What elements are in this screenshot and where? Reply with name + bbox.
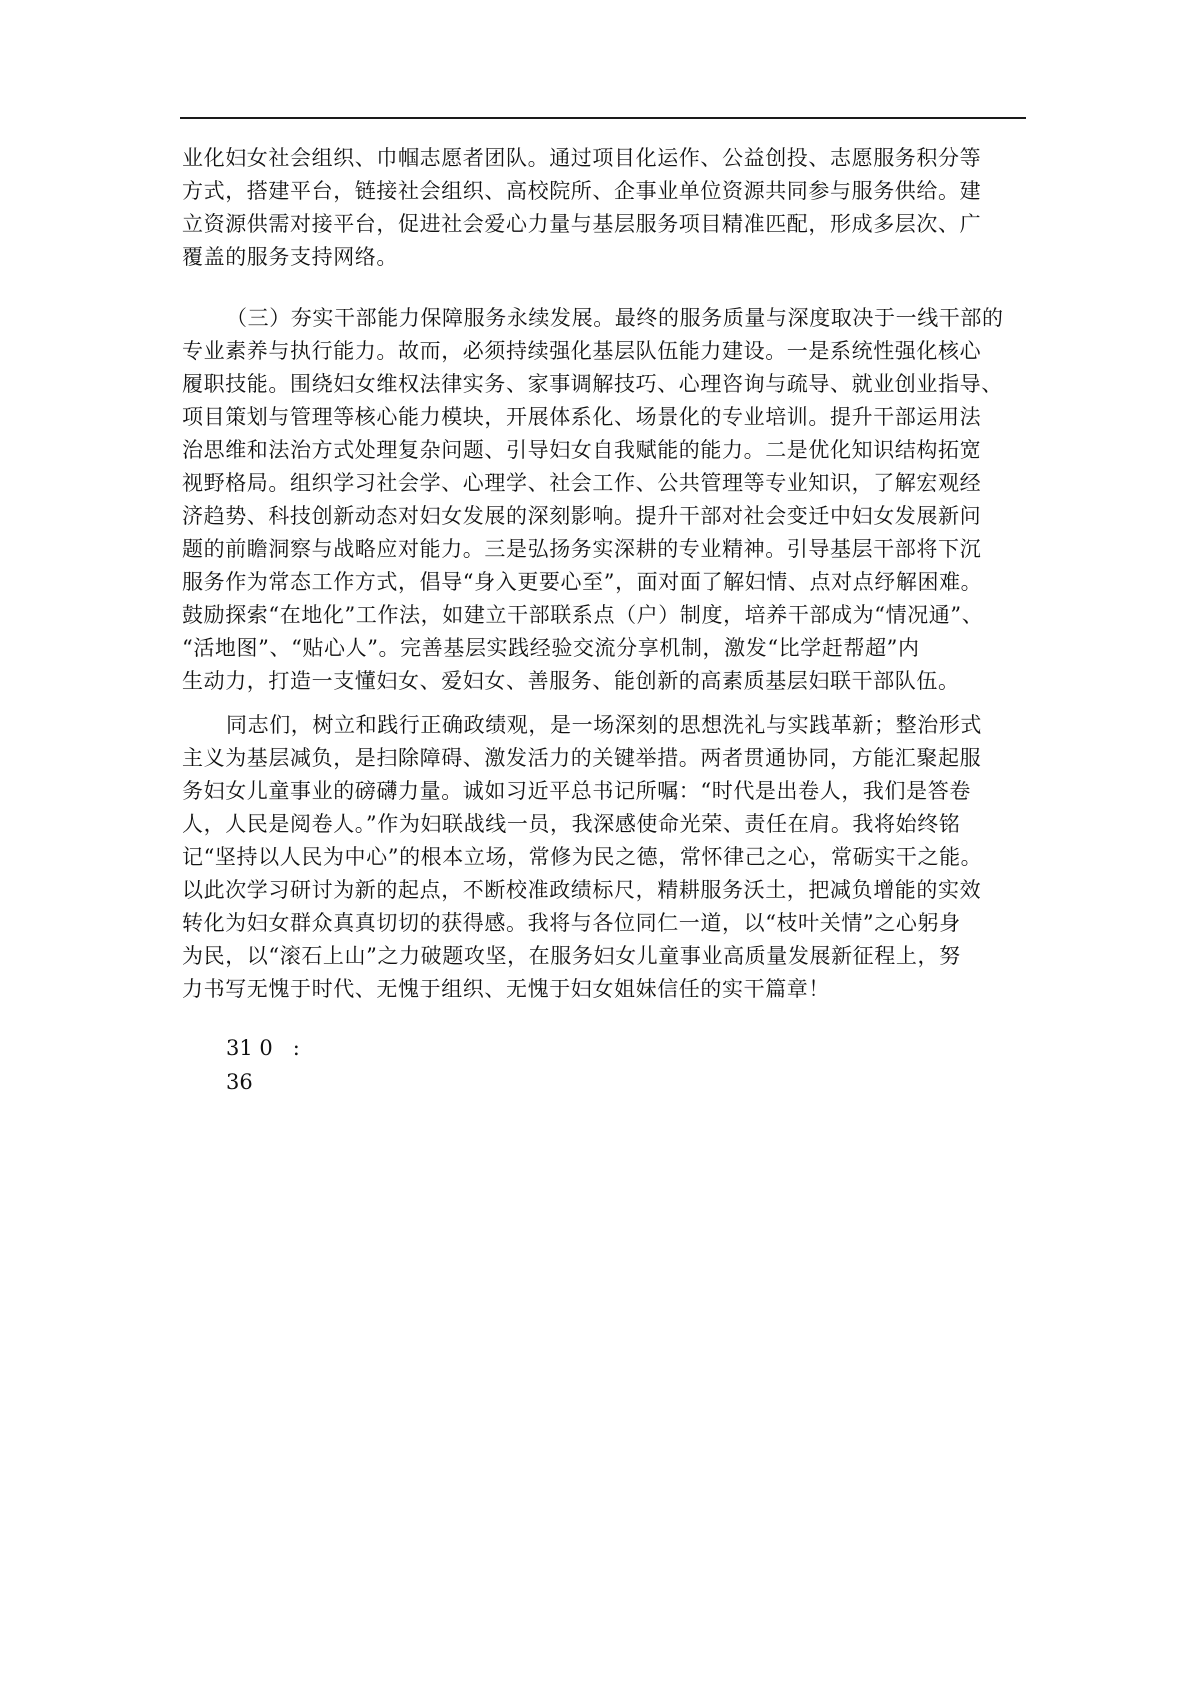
footer-line-2: 36 [226, 1070, 253, 1094]
footer-note [226, 1031, 1076, 1099]
text-line: 立资源供需对接平台，促进社会爱心力量与基层服务项目精准匹配，形成多层次、广 [182, 212, 982, 236]
text-line: 方式，搭建平台，链接社会组织、高校院所、企事业单位资源共同参与服务供给。建 [182, 179, 982, 203]
text-line: 记“坚持以人民为中心”的根本立场，常修为民之德，常怀律己之心，常砺实干之能。 [182, 845, 983, 869]
text-line: 项目策划与管理等核心能力模块，开展体系化、场景化的专业培训。提升干部运用法 [182, 405, 982, 429]
text-line: 业化妇女社会组织、巾帼志愿者团队。通过项目化运作、公益创投、志愿服务积分等 [182, 146, 982, 170]
text-line: 履职技能。围绕妇女维权法律实务、家事调解技巧、心理咨询与疏导、就业创业指导、 [182, 372, 1003, 396]
text-line: （三）夯实干部能力保障服务永续发展。最终的服务质量与深度取决于一线干部的 [226, 306, 1004, 330]
text-line: 同志们，树立和践行正确政绩观，是一场深刻的思想洗礼与实践革新；整治形式 [226, 713, 982, 737]
text-line: 鼓励探索“在地化”工作法，如建立干部联系点（户）制度，培养干部成为“情况通”、 [182, 603, 984, 627]
text-line: 务妇女儿童事业的磅礴力量。诚如习近平总书记所嘱：“时代是出卷人，我们是答卷 [182, 779, 971, 803]
text-line: 生动力，打造一支懂妇女、爱妇女、善服务、能创新的高素质基层妇联干部队伍。 [182, 669, 960, 693]
footer-line-1: 31 0 : [226, 1036, 300, 1060]
paragraph-3 [182, 709, 1032, 1006]
text-line: 视野格局。组织学习社会学、心理学、社会工作、公共管理等专业知识，了解宏观经 [182, 471, 982, 495]
text-line: 主义为基层减负，是扫除障碍、激发活力的关键举措。两者贯通协同，方能汇聚起服 [182, 746, 982, 770]
text-line: 覆盖的服务支持网络。 [182, 245, 398, 269]
header-rule [180, 117, 1026, 119]
text-line: 专业素养与执行能力。故而，必须持续强化基层队伍能力建设。一是系统性强化核心 [182, 339, 982, 363]
text-line: 人，人民是阅卷人。”作为妇联战线一员，我深感使命光荣、责任在肩。我将始终铭 [182, 812, 961, 836]
text-line: 服务作为常态工作方式，倡导“身入更要心至”，面对面了解妇情、点对点纾解困难。 [182, 570, 983, 594]
text-line: 济趋势、科技创新动态对妇女发展的深刻影响。提升干部对社会变迁中妇女发展新问 [182, 504, 982, 528]
paragraph-1 [182, 142, 1032, 274]
text-line: 转化为妇女群众真真切切的获得感。我将与各位同仁一道，以“枝叶关情”之心躬身 [182, 911, 961, 935]
text-line: 为民，以“滚石上山”之力破题攻坚，在服务妇女儿童事业高质量发展新征程上，努 [182, 944, 961, 968]
text-line: 题的前瞻洞察与战略应对能力。三是弘扬务实深耕的专业精神。引导基层干部将下沉 [182, 537, 982, 561]
text-line: 治思维和法治方式处理复杂问题、引导妇女自我赋能的能力。二是优化知识结构拓宽 [182, 438, 982, 462]
paragraph-2 [182, 302, 1032, 698]
text-line: 力书写无愧于时代、无愧于组织、无愧于妇女姐妹信任的实干篇章！ [182, 977, 830, 1001]
text-line: 以此次学习研讨为新的起点，不断校准政绩标尺，精耕服务沃土，把减负增能的实效 [182, 878, 982, 902]
text-line: “活地图”、“贴心人”。完善基层实践经验交流分享机制，激发“比学赶帮超”内 [182, 636, 920, 660]
